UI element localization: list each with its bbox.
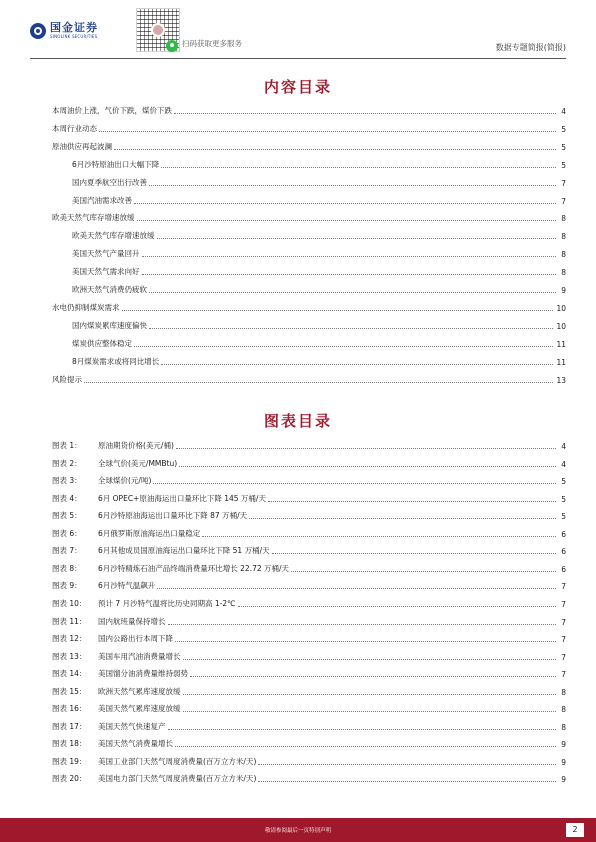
figure-entry-number: 图表 14： bbox=[52, 669, 87, 679]
toc-entry-page: 4 bbox=[561, 107, 566, 116]
toc-entry[interactable] bbox=[72, 283, 566, 295]
toc-entry-label: 欧美天然气库存增速放缓 bbox=[52, 213, 135, 223]
dot-leader bbox=[114, 149, 556, 150]
figure-entry-label: 6月其他成员国原油海运出口量环比下降 51 万桶/天 bbox=[98, 546, 270, 556]
dot-leader bbox=[168, 624, 557, 625]
disclaimer-note: 敬请参阅最后一页特别声明 bbox=[264, 828, 331, 834]
figures-title: 图表目录 bbox=[263, 412, 332, 430]
dot-leader bbox=[99, 131, 556, 132]
toc-entry[interactable] bbox=[72, 194, 566, 206]
logo-icon bbox=[30, 23, 46, 39]
dot-leader bbox=[249, 518, 556, 519]
toc-entry[interactable] bbox=[72, 158, 566, 170]
toc-entry[interactable] bbox=[72, 337, 566, 349]
figure-entry-number: 图表 16： bbox=[52, 704, 87, 714]
figure-entry-label: 6月 OPEC+原油海运出口量环比下降 145 万桶/天 bbox=[98, 493, 266, 503]
figure-entry-number: 图表 12： bbox=[52, 634, 87, 644]
figure-entry-page: 8 bbox=[561, 722, 566, 732]
figure-entry-number: 图表 17： bbox=[52, 721, 87, 731]
figure-entry[interactable] bbox=[52, 632, 566, 644]
figure-entry[interactable] bbox=[52, 737, 566, 749]
toc-entry-page: 5 bbox=[561, 124, 566, 134]
toc-entry-page: 8 bbox=[561, 268, 566, 278]
figure-entry-label: 美国天然气累库速度放缓 bbox=[98, 704, 181, 714]
dot-leader bbox=[190, 676, 556, 677]
dot-leader bbox=[183, 694, 557, 695]
scan-prompt: 扫码获取更多服务 bbox=[182, 39, 242, 48]
dot-leader bbox=[153, 483, 556, 484]
figure-entry-label: 6月俄罗斯原油海运出口量稳定 bbox=[98, 528, 201, 538]
toc-entry-page: 9 bbox=[561, 286, 566, 295]
toc-entry-label: 水电仍抑制煤炭需求 bbox=[52, 302, 120, 312]
figure-entry-label: 美国馏分油消费量维持弱势 bbox=[98, 669, 188, 679]
figure-entry-label: 美国车用汽油消费量增长 bbox=[98, 651, 181, 661]
figure-entry-number: 图表 19： bbox=[52, 756, 87, 766]
figure-entry-page: 4 bbox=[561, 442, 566, 451]
figure-entry-page: 7 bbox=[561, 670, 566, 680]
toc-entry[interactable] bbox=[72, 265, 566, 277]
figure-entry-page: 7 bbox=[561, 582, 566, 592]
logo-name-en: SINOLINK SECURITIES bbox=[50, 34, 98, 39]
figure-entry-label: 6月沙特气温飙升 bbox=[98, 581, 156, 591]
dot-leader bbox=[134, 346, 553, 347]
dot-leader bbox=[142, 274, 557, 275]
toc-entry-label: 国内夏季航空出行改善 bbox=[72, 177, 147, 187]
toc-entry-page: 7 bbox=[561, 178, 566, 188]
toc-entry-label: 煤炭供应整体稳定 bbox=[72, 338, 132, 348]
toc-entry-label: 美国天然气需求向好 bbox=[72, 267, 140, 277]
toc-entry-label: 风险提示 bbox=[52, 374, 82, 384]
toc-entry-page: 11 bbox=[556, 339, 566, 349]
dot-leader bbox=[174, 113, 556, 114]
toc-entry[interactable] bbox=[52, 211, 566, 223]
figure-entry-number: 图表 3： bbox=[52, 476, 82, 486]
figure-entry[interactable] bbox=[52, 474, 566, 486]
dot-leader bbox=[161, 167, 556, 168]
figure-entry-label: 欧洲天然气累库速度放缓 bbox=[98, 686, 181, 696]
dot-leader bbox=[183, 711, 557, 712]
figure-entry-number: 图表 11： bbox=[52, 616, 87, 626]
figure-entry-page: 5 bbox=[561, 512, 566, 522]
figure-entry-number: 图表 8： bbox=[52, 563, 82, 573]
dot-leader bbox=[149, 185, 556, 186]
toc-entry-page: 8 bbox=[561, 214, 566, 224]
figure-entry[interactable] bbox=[52, 667, 566, 679]
figure-entry-label: 美国天然气消费量增长 bbox=[98, 739, 173, 749]
figure-entry[interactable] bbox=[52, 685, 566, 697]
toc-entry[interactable] bbox=[72, 247, 566, 259]
dot-leader bbox=[183, 659, 557, 660]
toc-entry-page: 5 bbox=[561, 160, 566, 170]
figure-entry-page: 9 bbox=[561, 740, 566, 750]
toc-entry[interactable] bbox=[52, 104, 566, 116]
toc-entry-page: 10 bbox=[556, 321, 566, 331]
figure-entry-number: 图表 5： bbox=[52, 511, 82, 521]
figure-entry[interactable] bbox=[52, 439, 566, 451]
report-type-label: 数据专题简报(简报) bbox=[495, 43, 566, 52]
figure-entry[interactable] bbox=[52, 579, 566, 591]
toc-entry[interactable] bbox=[52, 373, 566, 385]
figure-entry-page: 6 bbox=[561, 529, 566, 539]
figure-entry-page: 8 bbox=[561, 687, 566, 697]
dot-leader bbox=[157, 238, 557, 239]
figure-entry-page: 9 bbox=[561, 757, 566, 767]
figure-entry-number: 图表 15： bbox=[52, 686, 87, 696]
toc-entry-label: 本周油价上涨，气价下跌，煤价下跌 bbox=[52, 106, 172, 115]
dot-leader bbox=[142, 256, 557, 257]
dot-leader bbox=[268, 501, 556, 502]
figure-entry-page: 6 bbox=[561, 564, 566, 574]
figure-entry-page: 4 bbox=[561, 459, 566, 469]
dot-leader bbox=[122, 310, 554, 311]
figure-entry-page: 7 bbox=[561, 599, 566, 609]
toc-entry[interactable] bbox=[72, 176, 566, 188]
figure-entry-label: 全球煤价(元/吨) bbox=[98, 476, 152, 486]
toc-entry-page: 11 bbox=[556, 357, 566, 367]
figure-entry-page: 7 bbox=[561, 652, 566, 662]
header-divider bbox=[30, 58, 566, 59]
figure-entry[interactable] bbox=[52, 457, 566, 469]
dot-leader bbox=[175, 746, 556, 747]
logo-name-cn: 国金证券 bbox=[50, 21, 98, 34]
figure-entry-page: 9 bbox=[561, 775, 566, 785]
toc-entry-page: 7 bbox=[561, 196, 566, 206]
toc-entry[interactable] bbox=[52, 301, 566, 313]
toc-entry[interactable] bbox=[72, 229, 566, 241]
figure-entry[interactable] bbox=[52, 597, 566, 609]
toc-entry-page: 13 bbox=[556, 375, 566, 385]
toc-entry[interactable] bbox=[52, 140, 566, 152]
figure-entry-page: 7 bbox=[561, 617, 566, 627]
figure-entry-label: 原油期货价格(美元/桶) bbox=[98, 441, 174, 450]
dot-leader bbox=[291, 571, 556, 572]
toc-entry-page: 8 bbox=[561, 232, 566, 242]
dot-leader bbox=[149, 292, 556, 293]
figure-entry[interactable] bbox=[52, 509, 566, 521]
figure-entry-label: 国内公路出行本周下降 bbox=[98, 634, 173, 644]
contents-title: 内容目录 bbox=[263, 78, 332, 96]
figure-entry-number: 图表 6： bbox=[52, 528, 82, 538]
dot-leader bbox=[202, 536, 556, 537]
dot-leader bbox=[149, 328, 553, 329]
figure-entry-label: 全球气价(美元/MMBtu) bbox=[98, 458, 178, 468]
figure-entry-label: 6月沙特原油海运出口量环比下降 87 万桶/天 bbox=[98, 511, 248, 521]
dot-leader bbox=[258, 781, 556, 782]
figure-entry-label: 预计 7 月沙特气温将比历史同期高 1-2℃ bbox=[98, 598, 236, 608]
figure-entry[interactable] bbox=[52, 492, 566, 504]
figure-entry-number: 图表 7： bbox=[52, 546, 82, 556]
dot-leader bbox=[175, 641, 556, 642]
figure-entry-number: 图表 1： bbox=[52, 441, 82, 450]
figure-entry-number: 图表 20： bbox=[52, 774, 87, 784]
dot-leader bbox=[179, 466, 556, 467]
figure-entry[interactable] bbox=[52, 772, 566, 784]
toc-entry-label: 欧美天然气库存增速放缓 bbox=[72, 231, 155, 241]
figure-entry-page: 5 bbox=[561, 477, 566, 487]
figure-entry[interactable] bbox=[52, 615, 566, 627]
toc-entry[interactable] bbox=[52, 122, 566, 134]
toc-entry-label: 国内煤炭累库速度偏快 bbox=[72, 320, 147, 330]
toc-entry[interactable] bbox=[72, 355, 566, 367]
dot-leader bbox=[168, 729, 557, 730]
page-header bbox=[0, 0, 596, 60]
figure-entry[interactable] bbox=[52, 702, 566, 714]
figure-entry-page: 7 bbox=[561, 635, 566, 645]
dot-leader bbox=[272, 553, 556, 554]
dot-leader bbox=[157, 588, 556, 589]
figure-entry-label: 6月沙特精炼石油产品终端消费量环比增长 22.72 万桶/天 bbox=[98, 563, 290, 573]
dot-leader bbox=[137, 220, 557, 221]
dot-leader bbox=[258, 764, 556, 765]
figure-entry[interactable] bbox=[52, 650, 566, 662]
figure-entry-page: 8 bbox=[561, 705, 566, 715]
dot-leader bbox=[161, 364, 553, 365]
dot-leader bbox=[176, 448, 556, 449]
wechat-icon bbox=[166, 40, 178, 52]
toc-entry-label: 8月煤炭需求或将同比增长 bbox=[72, 356, 160, 366]
figure-entry-page: 6 bbox=[561, 547, 566, 557]
dot-leader bbox=[84, 382, 553, 383]
toc-entry-label: 欧洲天然气消费仍疲软 bbox=[72, 285, 147, 294]
toc-entry-label: 本周行业动态 bbox=[52, 123, 97, 133]
figure-entry-number: 图表 13： bbox=[52, 651, 87, 661]
figure-entry-number: 图表 9： bbox=[52, 581, 82, 591]
toc-entry[interactable] bbox=[72, 319, 566, 331]
page-footer bbox=[0, 818, 596, 842]
figure-entry-label: 美国电力部门天然气周度消费量(百万立方米/天) bbox=[98, 774, 257, 784]
dot-leader bbox=[238, 606, 556, 607]
toc-entry-page: 10 bbox=[556, 303, 566, 313]
toc-entry-label: 6月沙特原油出口大幅下降 bbox=[72, 159, 160, 169]
figure-entry-number: 图表 18： bbox=[52, 739, 87, 749]
figure-entry-page: 5 bbox=[561, 494, 566, 504]
figure-entry-number: 图表 2： bbox=[52, 458, 82, 468]
figure-entry-label: 美国天然气快速复产 bbox=[98, 721, 166, 731]
figure-entry[interactable] bbox=[52, 755, 566, 767]
toc-entry-page: 8 bbox=[561, 250, 566, 260]
page-number: 2 bbox=[566, 823, 584, 837]
dot-leader bbox=[134, 203, 556, 204]
toc-entry-label: 原油供应再起波澜 bbox=[52, 141, 112, 151]
company-logo bbox=[30, 22, 98, 40]
figure-entry-label: 国内航班量保持增长 bbox=[98, 616, 166, 626]
figure-entry[interactable] bbox=[52, 527, 566, 539]
toc-entry-label: 美国汽油需求改善 bbox=[72, 195, 132, 205]
toc-entry-label: 美国天然气产量回升 bbox=[72, 249, 140, 259]
figure-entry[interactable] bbox=[52, 544, 566, 556]
figure-entry[interactable] bbox=[52, 720, 566, 732]
figure-entry-number: 图表 4： bbox=[52, 493, 82, 503]
figure-entry-label: 美国工业部门天然气周度消费量(百万立方米/天) bbox=[98, 756, 257, 766]
toc-entry-page: 5 bbox=[561, 142, 566, 152]
figure-entry-number: 图表 10： bbox=[52, 598, 87, 608]
figure-entry[interactable] bbox=[52, 562, 566, 574]
